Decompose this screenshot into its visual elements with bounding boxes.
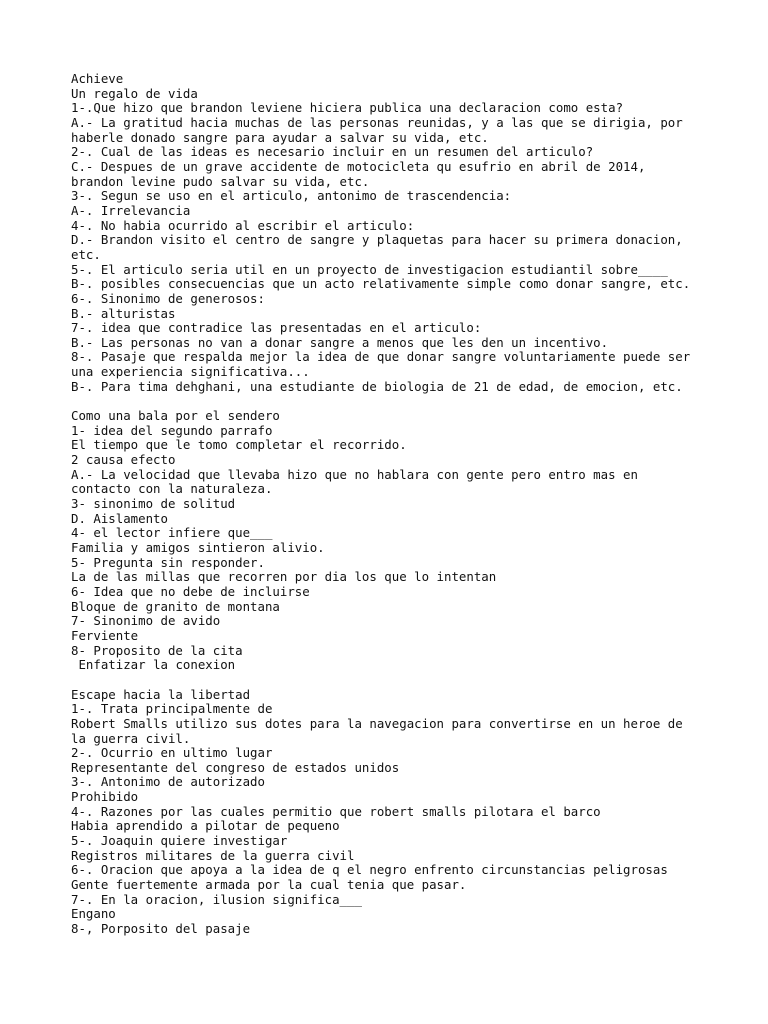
text-line: B.- alturistas bbox=[71, 305, 176, 321]
text-line: 5-. Joaquin quiere investigar bbox=[71, 833, 288, 849]
text-line: Bloque de granito de montana bbox=[71, 598, 280, 614]
text-line: Achieve bbox=[71, 71, 124, 86]
text-line bbox=[71, 394, 708, 409]
text-line: 1-.Que hizo que brandon leviene hiciera publica una declaracion como esta? bbox=[71, 100, 624, 116]
text-line: 7-. idea que contradice las presentadas en el articulo: bbox=[71, 320, 482, 336]
text-line: la guerra civil. bbox=[71, 730, 191, 746]
text-line: 2-. Cual de las ideas es necesario incluir en un resumen del articulo? bbox=[71, 144, 594, 160]
text-line: haberle donado sangre para ayudar a salvar su vida, etc. bbox=[71, 129, 489, 145]
text-line: B-. Para tima dehghani, una estudiante de biologia de 21 de edad, de emocion, etc. bbox=[71, 378, 683, 394]
text-line: Enfatizar la conexion bbox=[71, 657, 236, 673]
text-line: 3-. Antonimo de autorizado bbox=[71, 774, 265, 790]
text-line: Representante del congreso de estados unidos bbox=[71, 759, 400, 775]
text-line: 7-. En la oracion, ilusion significa___ bbox=[71, 891, 362, 907]
text-line: A.- La gratitud hacia muchas de las personas reunidas, y a las que se dirigia, por bbox=[71, 114, 683, 130]
text-line: 4- el lector infiere que___ bbox=[71, 525, 273, 541]
text-line: Familia y amigos sintieron alivio. bbox=[71, 539, 325, 555]
text-line: D. Aislamento bbox=[71, 510, 168, 526]
text-line: El tiempo que le tomo completar el recorrido. bbox=[71, 437, 407, 453]
text-line: 2-. Ocurrio en ultimo lugar bbox=[71, 745, 273, 761]
text-line: 6-. Sinonimo de generosos: bbox=[71, 290, 265, 306]
text-line: 4-. No habia ocurrido al escribir el articulo: bbox=[71, 217, 415, 233]
text-line: una experiencia significativa... bbox=[71, 364, 310, 380]
text-line: contacto con la naturaleza. bbox=[71, 481, 273, 497]
text-line: La de las millas que recorren por dia los que lo intentan bbox=[71, 569, 497, 585]
text-line: Un regalo de vida bbox=[71, 85, 198, 101]
text-line: Registros militares de la guerra civil bbox=[71, 847, 355, 863]
text-line: B-. posibles consecuencias que un acto relativamente simple como donar sangre, etc. bbox=[71, 276, 691, 292]
text-line: Engano bbox=[71, 906, 116, 922]
text-line: 3- sinonimo de solitud bbox=[71, 496, 236, 512]
text-line: A.- La velocidad que llevaba hizo que no hablara con gente pero entro mas en bbox=[71, 466, 638, 482]
text-line: 7- Sinonimo de avido bbox=[71, 613, 221, 629]
text-line: Escape hacia la libertad bbox=[71, 686, 251, 702]
text-line: A-. Irrelevancia bbox=[71, 202, 191, 218]
text-line: 6-. Oracion que apoya a la idea de q el negro enfrento circunstancias peligrosas bbox=[71, 862, 668, 878]
text-line: 8-, Porposito del pasaje bbox=[71, 921, 251, 937]
text-line: Prohibido bbox=[71, 789, 139, 805]
text-line: 4-. Razones por las cuales permitio que robert smalls pilotara el barco bbox=[71, 803, 601, 819]
text-line: Robert Smalls utilizo sus dotes para la navegacion para convertirse en un heroe de bbox=[71, 715, 683, 731]
text-line: D.- Brandon visito el centro de sangre y plaquetas para hacer su primera donacion, bbox=[71, 232, 683, 248]
text-line: B.- Las personas no van a donar sangre a menos que les den un incentivo. bbox=[71, 334, 609, 350]
text-line: Como una bala por el sendero bbox=[71, 408, 280, 424]
text-line: 1-. Trata principalmente de bbox=[71, 701, 273, 717]
text-line: etc. bbox=[71, 246, 101, 262]
text-line: 8- Proposito de la cita bbox=[71, 642, 243, 658]
text-line: 1- idea del segundo parrafo bbox=[71, 422, 273, 438]
text-line: 5- Pregunta sin responder. bbox=[71, 554, 265, 570]
text-line: C.- Despues de un grave accidente de motocicleta qu esufrio en abril de 2014, bbox=[71, 158, 646, 174]
text-line: 5-. El articulo seria util en un proyecto de investigacion estudiantil sobre____ bbox=[71, 261, 668, 277]
text-line bbox=[71, 673, 708, 688]
text-line: Ferviente bbox=[71, 627, 139, 643]
text-line: brandon levine pudo salvar su vida, etc. bbox=[71, 173, 370, 189]
text-line: Habia aprendido a pilotar de pequeno bbox=[71, 818, 340, 834]
document-body bbox=[71, 72, 708, 937]
text-line: 8-. Pasaje que respalda mejor la idea de que donar sangre voluntariamente puede ser bbox=[71, 349, 691, 365]
text-line: 3-. Segun se uso en el articulo, antonimo de trascendencia: bbox=[71, 188, 512, 204]
text-line: 2 causa efecto bbox=[71, 452, 176, 468]
text-line: 6- Idea que no debe de incluirse bbox=[71, 583, 310, 599]
text-line: Gente fuertemente armada por la cual tenia que pasar. bbox=[71, 877, 467, 893]
